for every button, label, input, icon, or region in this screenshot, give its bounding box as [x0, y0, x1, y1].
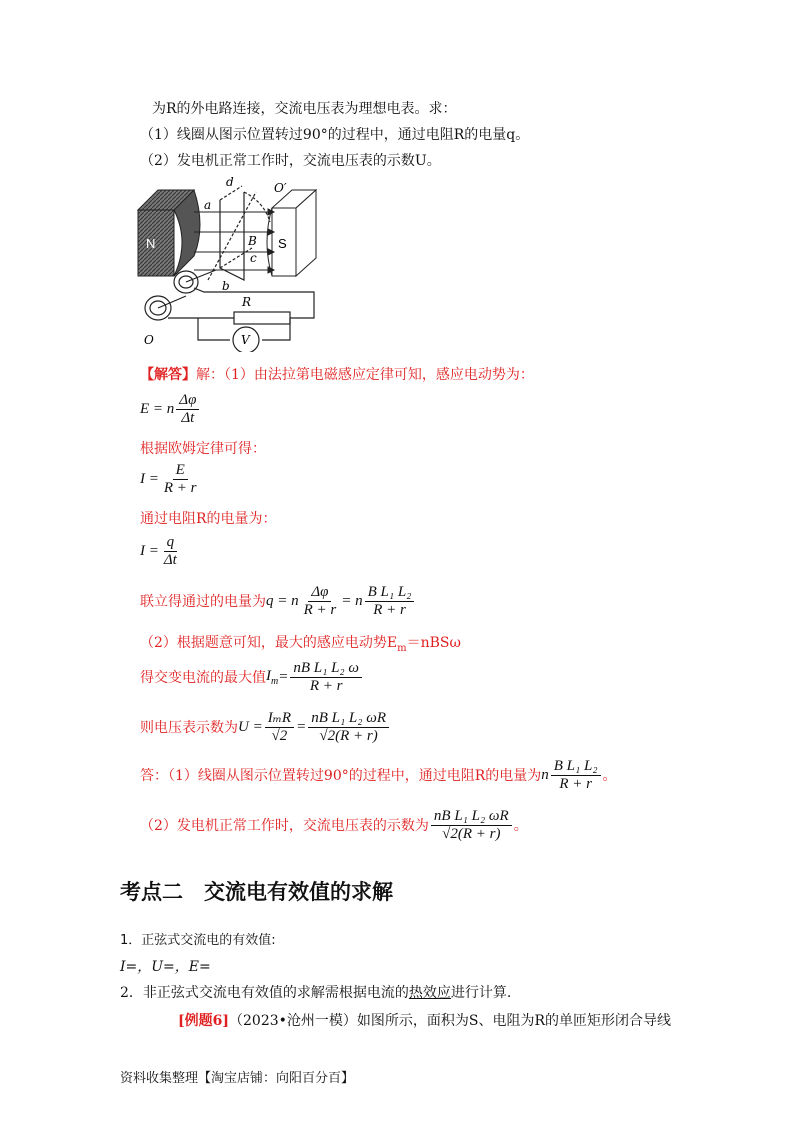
generator-diagram [124, 172, 334, 352]
imax-den: R + r [309, 678, 343, 694]
slip-rings [145, 270, 216, 320]
eq4-mid: = n [341, 593, 363, 609]
eq3-num: q [164, 534, 178, 552]
section-item-1: 1．正弦式交流电的有效值: [120, 933, 276, 948]
item2-underline: 热效应 [408, 985, 451, 1001]
solution-tag: 【解答】 [140, 367, 196, 383]
equation-emf [140, 392, 201, 427]
ans1-den: R + r [559, 776, 592, 792]
combine-text: 联立得通过的电量为 [140, 593, 266, 610]
question-1: （1）线圈从图示位置转过90°的过程中，通过电阻R的电量q。 [140, 127, 530, 143]
ans2-num: nB L₁ L₂ ωR [431, 808, 512, 826]
item2-post: 进行计算. [450, 985, 512, 1001]
eq4-den2: R + r [373, 602, 406, 618]
eq2-den: R + r [163, 480, 197, 496]
section-title: 考点二 交流电有效值的求解 [120, 880, 393, 904]
volt-den2: √2(R + r) [319, 728, 378, 744]
question-2: （2）发电机正常工作时，交流电压表的示数U。 [140, 153, 441, 169]
generator-figure [124, 172, 334, 352]
solution-intro [140, 366, 534, 384]
volt-text: 则电压表示数为 [140, 719, 238, 736]
ans1-n: n [541, 767, 549, 783]
example-text: （2023•沧州一模）如图所示，面积为S、电阻为R的单匝矩形闭合导线 [229, 1013, 672, 1029]
south-pole [267, 190, 316, 276]
label-b: b [222, 279, 230, 293]
volt-den1: √2 [271, 728, 288, 744]
ans1-text: 答：（1）线圈从图示位置转过90°的过程中，通过电阻R的电量为 [140, 767, 542, 784]
part2-lead: （2）根据题意可知，最大的感应电动势E [140, 635, 398, 651]
equation-charge [140, 584, 416, 619]
label-n: N [146, 236, 156, 251]
label-o: O [144, 333, 154, 347]
charge-text: 通过电阻R的电量为： [140, 511, 277, 527]
ans2-text: （2）发电机正常工作时，交流电压表的示数为 [140, 817, 429, 834]
eq1-num: Δφ [176, 392, 199, 410]
volt-num2: nB L₁ L₂ ωR [308, 710, 389, 728]
volt-eq: = [296, 719, 307, 735]
equation-imax [140, 660, 364, 695]
ans2-end: 。 [513, 817, 528, 834]
eq1-den: Δt [181, 410, 195, 426]
imax-num: nB L₁ L₂ ω [290, 660, 362, 678]
item2-pre: 2．非正弦式交流电有效值的求解需根据电流的 [120, 985, 409, 1001]
label-c: c [250, 251, 257, 265]
example-6 [178, 1012, 671, 1030]
footer-note: 资料收集整理【淘宝店铺：向阳百分百】 [120, 1071, 355, 1086]
imax-text: 得交变电流的最大值 [140, 669, 266, 686]
problem-line: 为R的外电路连接，交流电压表为理想电表。求： [152, 101, 457, 117]
eq4-den1: R + r [303, 602, 337, 618]
volt-lhs: U = [238, 719, 263, 735]
solution-intro-text: 解：（1）由法拉第电磁感应定律可知，感应电动势为： [196, 367, 534, 383]
eq4-num1: Δφ [308, 584, 331, 602]
ohm-text: 根据欧姆定律可得： [140, 441, 266, 457]
part2-text [140, 634, 461, 658]
label-r: R [242, 295, 252, 309]
ans1-end: 。 [602, 767, 617, 784]
ans1-num: B L₁ L₂ [551, 758, 601, 776]
answer-2 [140, 808, 528, 843]
eq2-num: E [173, 462, 188, 480]
label-o-prime: O′ [274, 181, 287, 195]
eq2-lhs: I = [140, 471, 159, 487]
equation-current [140, 462, 202, 497]
eq3-den: Δt [163, 552, 177, 568]
part2-tail: ＝nBSω [406, 635, 461, 651]
imax-eq: = [278, 669, 289, 685]
part2-sub: m [397, 642, 407, 654]
eq3-lhs: I = [140, 543, 159, 559]
volt-num1: IₘR [265, 710, 294, 728]
north-pole [138, 190, 200, 276]
equation-charge-current [140, 534, 182, 569]
label-b-field: B [248, 234, 257, 248]
imax-lhs: I [266, 668, 271, 684]
eq1-lhs: E = n [140, 401, 175, 417]
label-v: V [241, 333, 250, 347]
section-item-1-formula: I=，U=，E= [120, 959, 211, 975]
coil [208, 186, 270, 280]
eq4-num2: B L₁ L₂ [365, 584, 415, 602]
section-item-2 [120, 984, 511, 1002]
equation-voltage [140, 710, 391, 745]
imax-sub: m [271, 676, 279, 687]
label-a: a [204, 198, 212, 212]
ans2-den: √2(R + r) [442, 826, 501, 842]
eq4-q: q = n [266, 593, 299, 609]
example-tag: [例题6] [178, 1013, 229, 1029]
answer-1 [140, 758, 617, 793]
field-lines [194, 209, 274, 273]
label-s: S [278, 236, 287, 251]
label-d: d [226, 175, 234, 189]
